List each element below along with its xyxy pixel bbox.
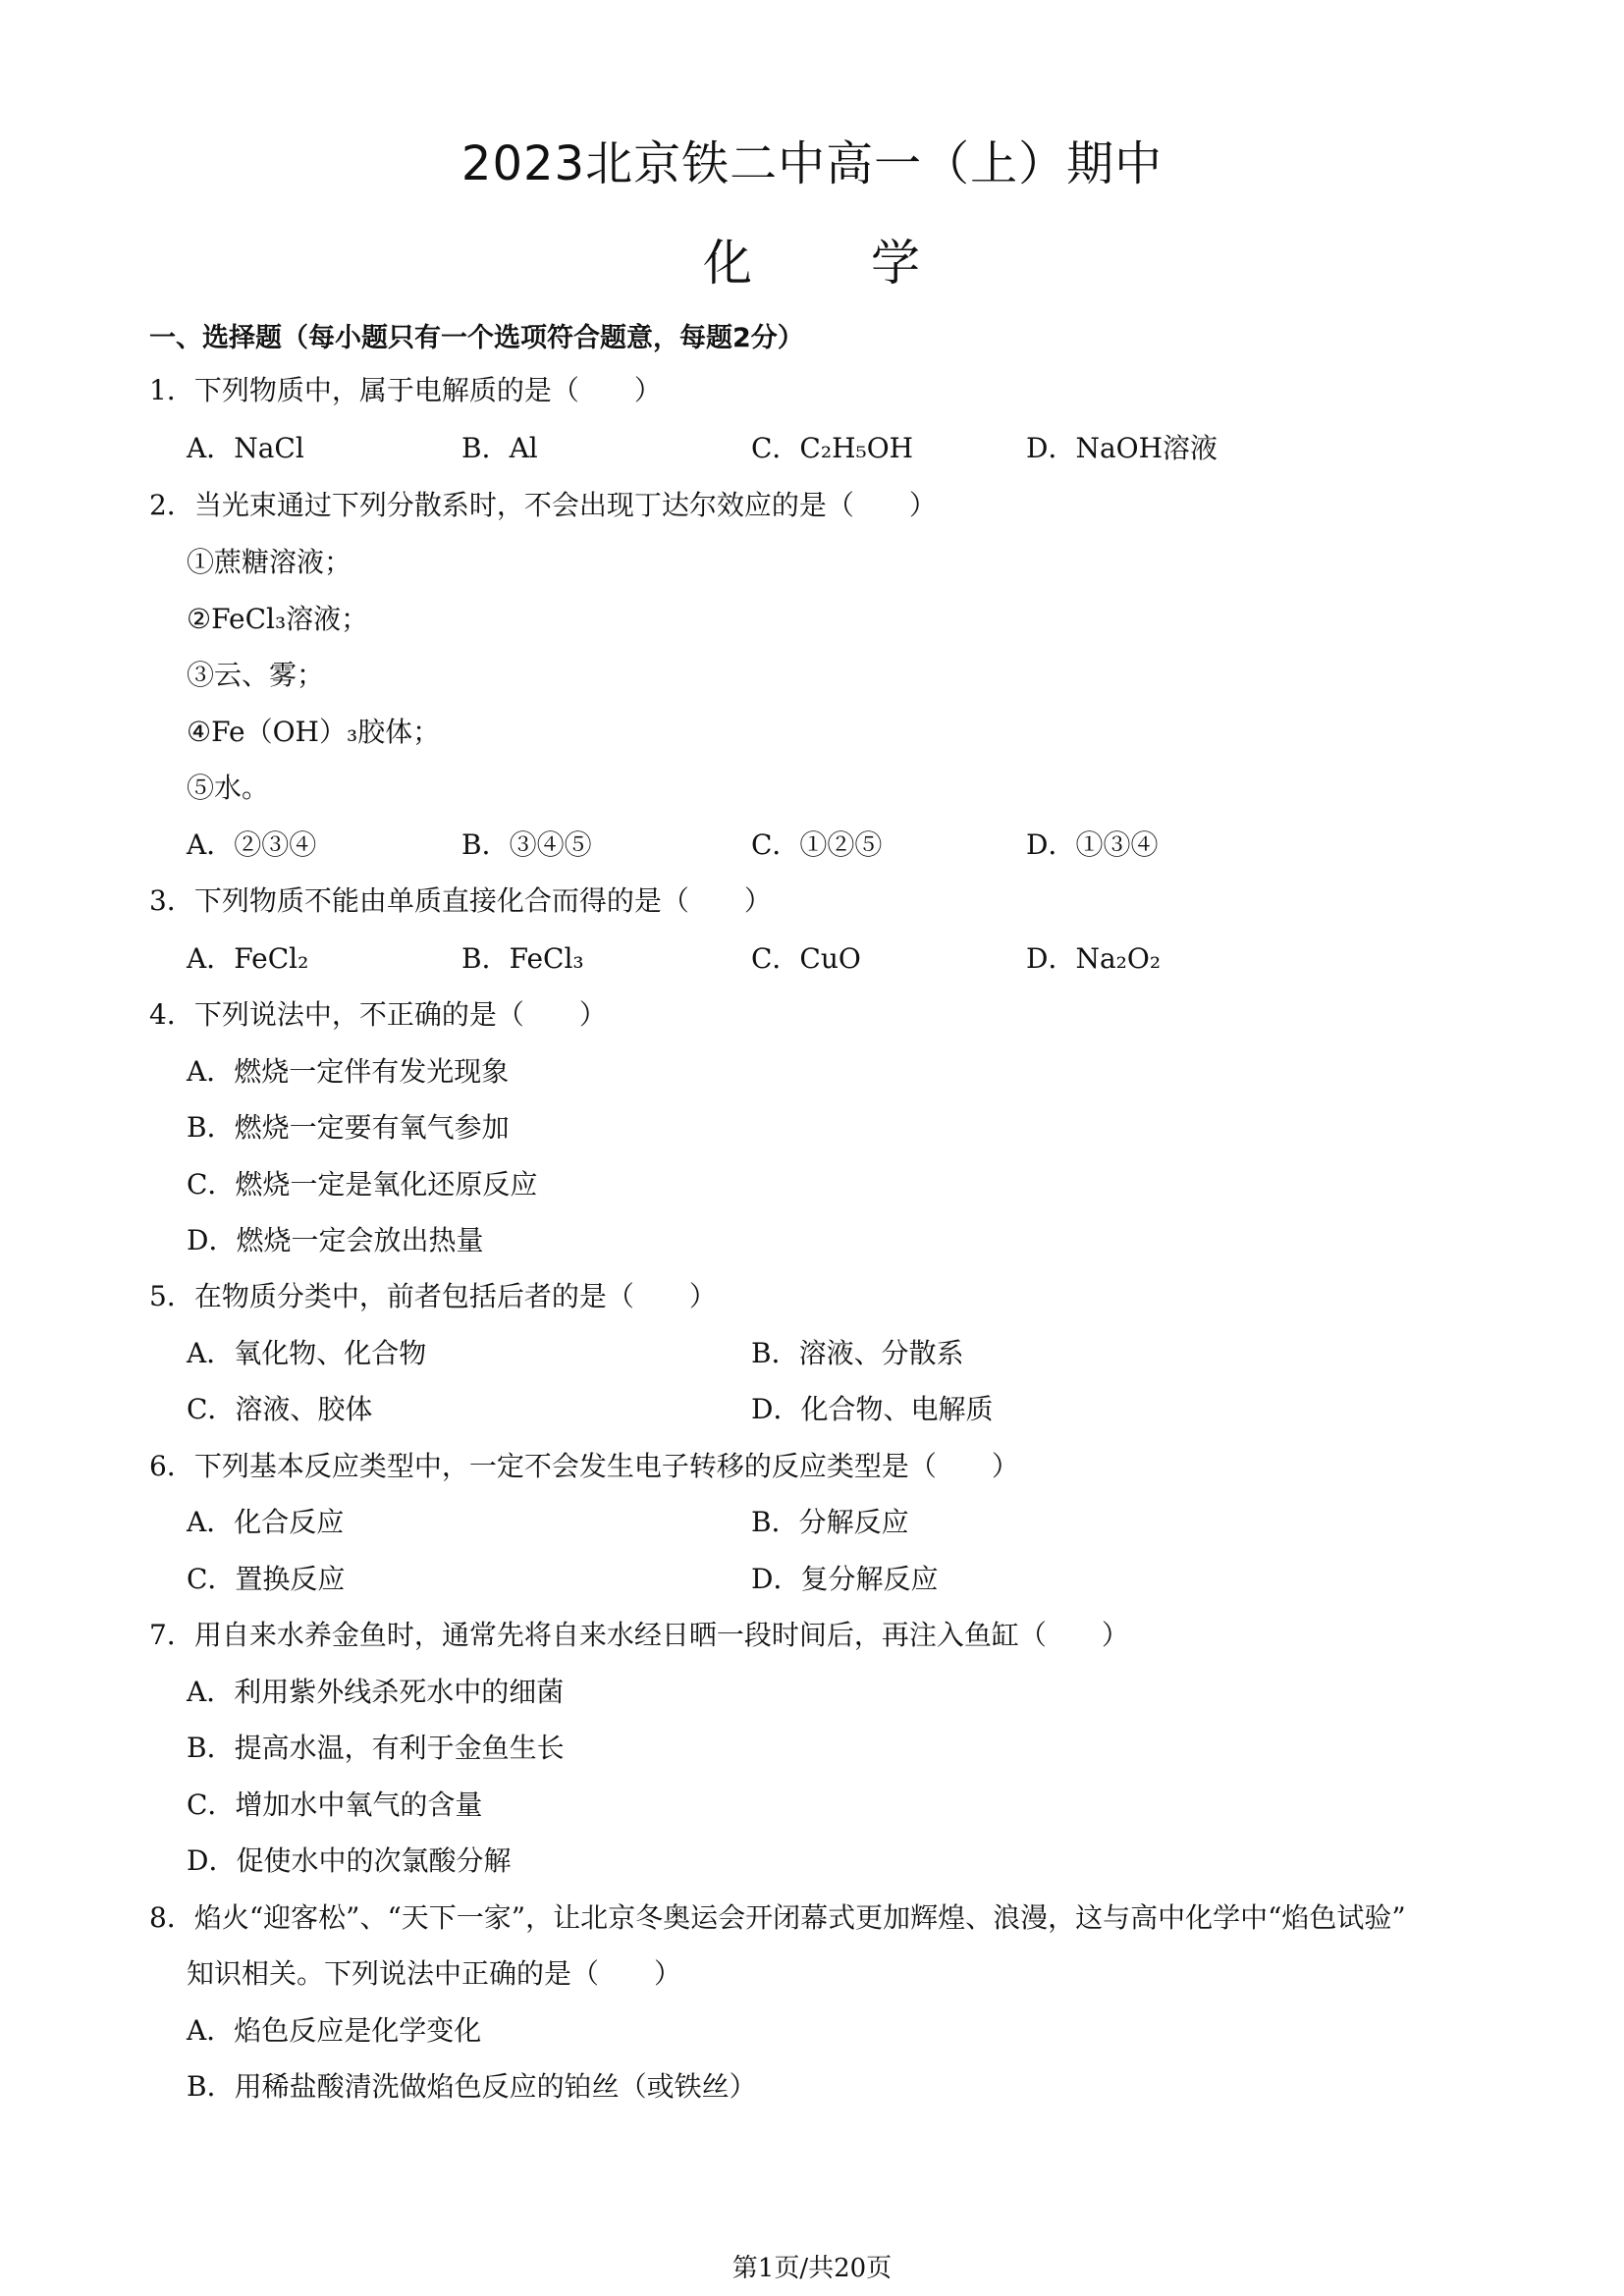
- question-6-option-a: A．化合反应: [187, 1506, 345, 1538]
- question-7-option-b: B．提高水温，有利于金鱼生长: [187, 1732, 565, 1764]
- question-2-item-2: ②FeCl₃溶液；: [187, 603, 369, 635]
- question-4-option-d: D．燃烧一定会放出热量: [187, 1224, 484, 1256]
- question-7-stem: 7．用自来水养金鱼时，通常先将自来水经日晒一段时间后，再注入鱼缸（ ）: [149, 1619, 1129, 1651]
- question-7-option-c: C．增加水中氧气的含量: [187, 1789, 483, 1821]
- question-1-option-a: A．NaCl: [187, 432, 304, 464]
- question-1-option-d: D．NaOH溶液: [1026, 432, 1218, 464]
- question-8-stem-continued: 知识相关。下列说法中正确的是（ ）: [187, 1957, 682, 1990]
- question-4-stem: 4．下列说法中，不正确的是（ ）: [149, 998, 607, 1031]
- question-2-option-c: C．①②⑤: [751, 828, 883, 861]
- question-6-option-d: D．复分解反应: [751, 1563, 939, 1595]
- question-6-option-b: B．分解反应: [751, 1506, 909, 1538]
- question-4-option-c: C．燃烧一定是氧化还原反应: [187, 1168, 538, 1201]
- question-1-option-c: C．C₂H₅OH: [751, 432, 914, 464]
- question-5-option-d: D．化合物、电解质: [751, 1393, 994, 1425]
- question-6-option-c: C．置换反应: [187, 1563, 346, 1595]
- exam-title: 2023北京铁二中高一（上）期中: [460, 136, 1164, 191]
- question-3-option-b: B．FeCl₃: [461, 942, 584, 975]
- question-5-option-c: C．溶液、胶体: [187, 1393, 373, 1425]
- subject-title: [0, 224, 1624, 294]
- question-5-stem: 5．在物质分类中，前者包括后者的是（ ）: [149, 1280, 717, 1312]
- question-2-item-3: ③云、雾；: [187, 659, 325, 691]
- question-5-option-b: B．溶液、分散系: [751, 1337, 964, 1369]
- question-8-stem: 8．焰火“迎客松”、“天下一家”，让北京冬奥运会开闭幕式更加辉煌、浪漫，这与高中化学中“焰色试验”: [149, 1901, 1406, 1934]
- question-7-option-a: A．利用紫外线杀死水中的细菌: [187, 1676, 565, 1708]
- question-3-option-a: A．FeCl₂: [187, 942, 309, 975]
- question-2-option-a: A．②③④: [187, 828, 317, 861]
- question-5-option-a: A．氧化物、化合物: [187, 1337, 427, 1369]
- question-2-option-b: B．③④⑤: [461, 828, 592, 861]
- question-8-option-b: B．用稀盐酸清洗做焰色反应的铂丝（或铁丝）: [187, 2070, 757, 2103]
- section-heading: 一、选择题（每小题只有一个选项符合题意，每题2分）: [149, 323, 804, 353]
- question-2-item-1: ①蔗糖溶液；: [187, 546, 352, 578]
- question-3-option-d: D．Na₂O₂: [1026, 942, 1162, 975]
- subject-char-1: 化: [703, 235, 753, 292]
- question-1-stem: 1．下列物质中，属于电解质的是（ ）: [149, 374, 662, 406]
- question-2-item-4: ④Fe（OH）₃胶体；: [187, 716, 441, 748]
- question-4-option-a: A．燃烧一定伴有发光现象: [187, 1055, 510, 1088]
- question-2-option-d: D．①③④: [1026, 828, 1159, 861]
- question-2-stem: 2．当光束通过下列分散系时，不会出现丁达尔效应的是（ ）: [149, 489, 937, 521]
- question-2-item-5: ⑤水。: [187, 772, 270, 804]
- question-8-option-a: A．焰色反应是化学变化: [187, 2014, 482, 2047]
- question-3-stem: 3．下列物质不能由单质直接化合而得的是（ ）: [149, 884, 772, 917]
- question-6-stem: 6．下列基本反应类型中，一定不会发生电子转移的反应类型是（ ）: [149, 1450, 1019, 1482]
- question-7-option-d: D．促使水中的次氯酸分解: [187, 1844, 512, 1877]
- question-1-option-b: B．Al: [461, 432, 538, 464]
- question-3-option-c: C．CuO: [751, 942, 861, 975]
- page-number: 第1页/共20页: [731, 2254, 893, 2283]
- subject-char-2: 学: [871, 235, 921, 292]
- question-4-option-b: B．燃烧一定要有氧气参加: [187, 1111, 510, 1144]
